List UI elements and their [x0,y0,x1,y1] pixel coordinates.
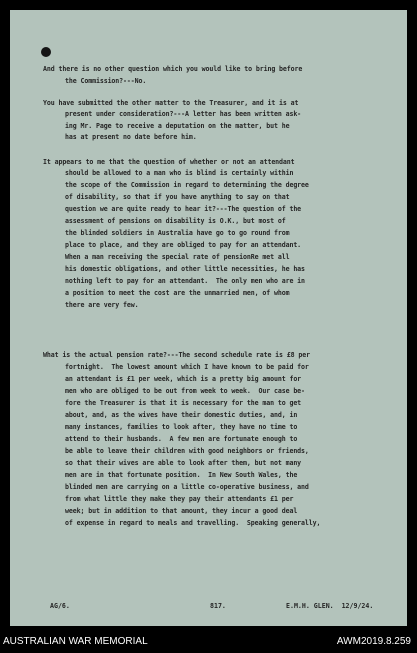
text-line: It appears to me that the question of whether or not an attendant [43,158,295,166]
text-line: the Commission?---No. [65,77,147,85]
text-line: there are very few. [65,301,139,309]
text-line: place to place, and they are obliged to pay for an attendant. [65,241,302,249]
text-line: blinded men are carrying on a little co-operative business, and [65,483,309,491]
footer-page-number: 817. [210,602,226,610]
document-page [10,10,407,626]
text-line: What is the actual pension rate?---The second schedule rate is £8 per [43,351,311,359]
archive-id: AWM2019.8.259 [336,636,411,647]
text-line: his domestic obligations, and other little necessities, he has [65,265,305,273]
text-line: a position to meet the cost are the unmarried men, of whom [65,289,290,297]
text-line: has at present no date before him. [65,133,197,141]
text-line: attend to their husbands. A few men are fortunate enough to [65,435,298,443]
text-line: When a man receiving the special rate of pensionRe met all [65,253,290,261]
text-line: about, and, as the wives have their domestic duties, and, in [65,411,298,419]
text-line: ing Mr. Page to receive a deputation on the matter, but he [65,122,290,130]
text-line: so that their wives are able to look after them, but not many [65,459,302,467]
text-line: men are in that fortunate position. In New South Wales, the [65,471,298,479]
text-line: present under consideration?---A letter has been written ask- [65,110,302,118]
text-line: of disability, so that if you have anything to say on that [65,193,290,201]
text-line: week; but in addition to that amount, they incur a good deal [65,507,298,515]
text-line: men who are obliged to be out from week to week. Our case be- [65,387,305,395]
text-line: question we are quite ready to hear it?---The question of the [65,205,302,213]
text-line: nothing left to pay for an attendant. The only men who are in [65,277,305,285]
text-line: the scope of the Commission in regard to determining the degree [65,181,309,189]
footer-reporter: E.M.H. GLEN. 12/9/24. [286,602,374,610]
text-line: an attendant is £1 per week, which is a pretty big amount for [65,375,302,383]
text-line: many instances, families to look after, they have no time to [65,423,298,431]
archive-caption: AUSTRALIAN WAR MEMORIAL [3,636,148,647]
footer-reference: AG/6. [50,602,70,610]
text-line: be able to leave their children with good neighbors or friends, [65,447,309,455]
text-line: from what little they make they pay their attendants £1 per [65,495,294,503]
text-line: of expense in regard to meals and travelling. Speaking generally, [65,519,321,527]
text-line: You have submitted the other matter to the Treasurer, and it is at [43,99,299,107]
text-line: the blinded soldiers in Australia have go to go round from [65,229,290,237]
typed-text [10,10,407,626]
text-line: And there is no other question which you would like to bring before [43,65,303,73]
text-line: fore the Treasurer is that it is necessary for the man to get [65,399,302,407]
text-line: should be allowed to a man who is blind is certainly within [65,169,294,177]
text-line: assessment of pensions on disability is O.K., but most of [65,217,286,225]
text-line: fortnight. The lowest amount which I have known to be paid for [65,363,309,371]
